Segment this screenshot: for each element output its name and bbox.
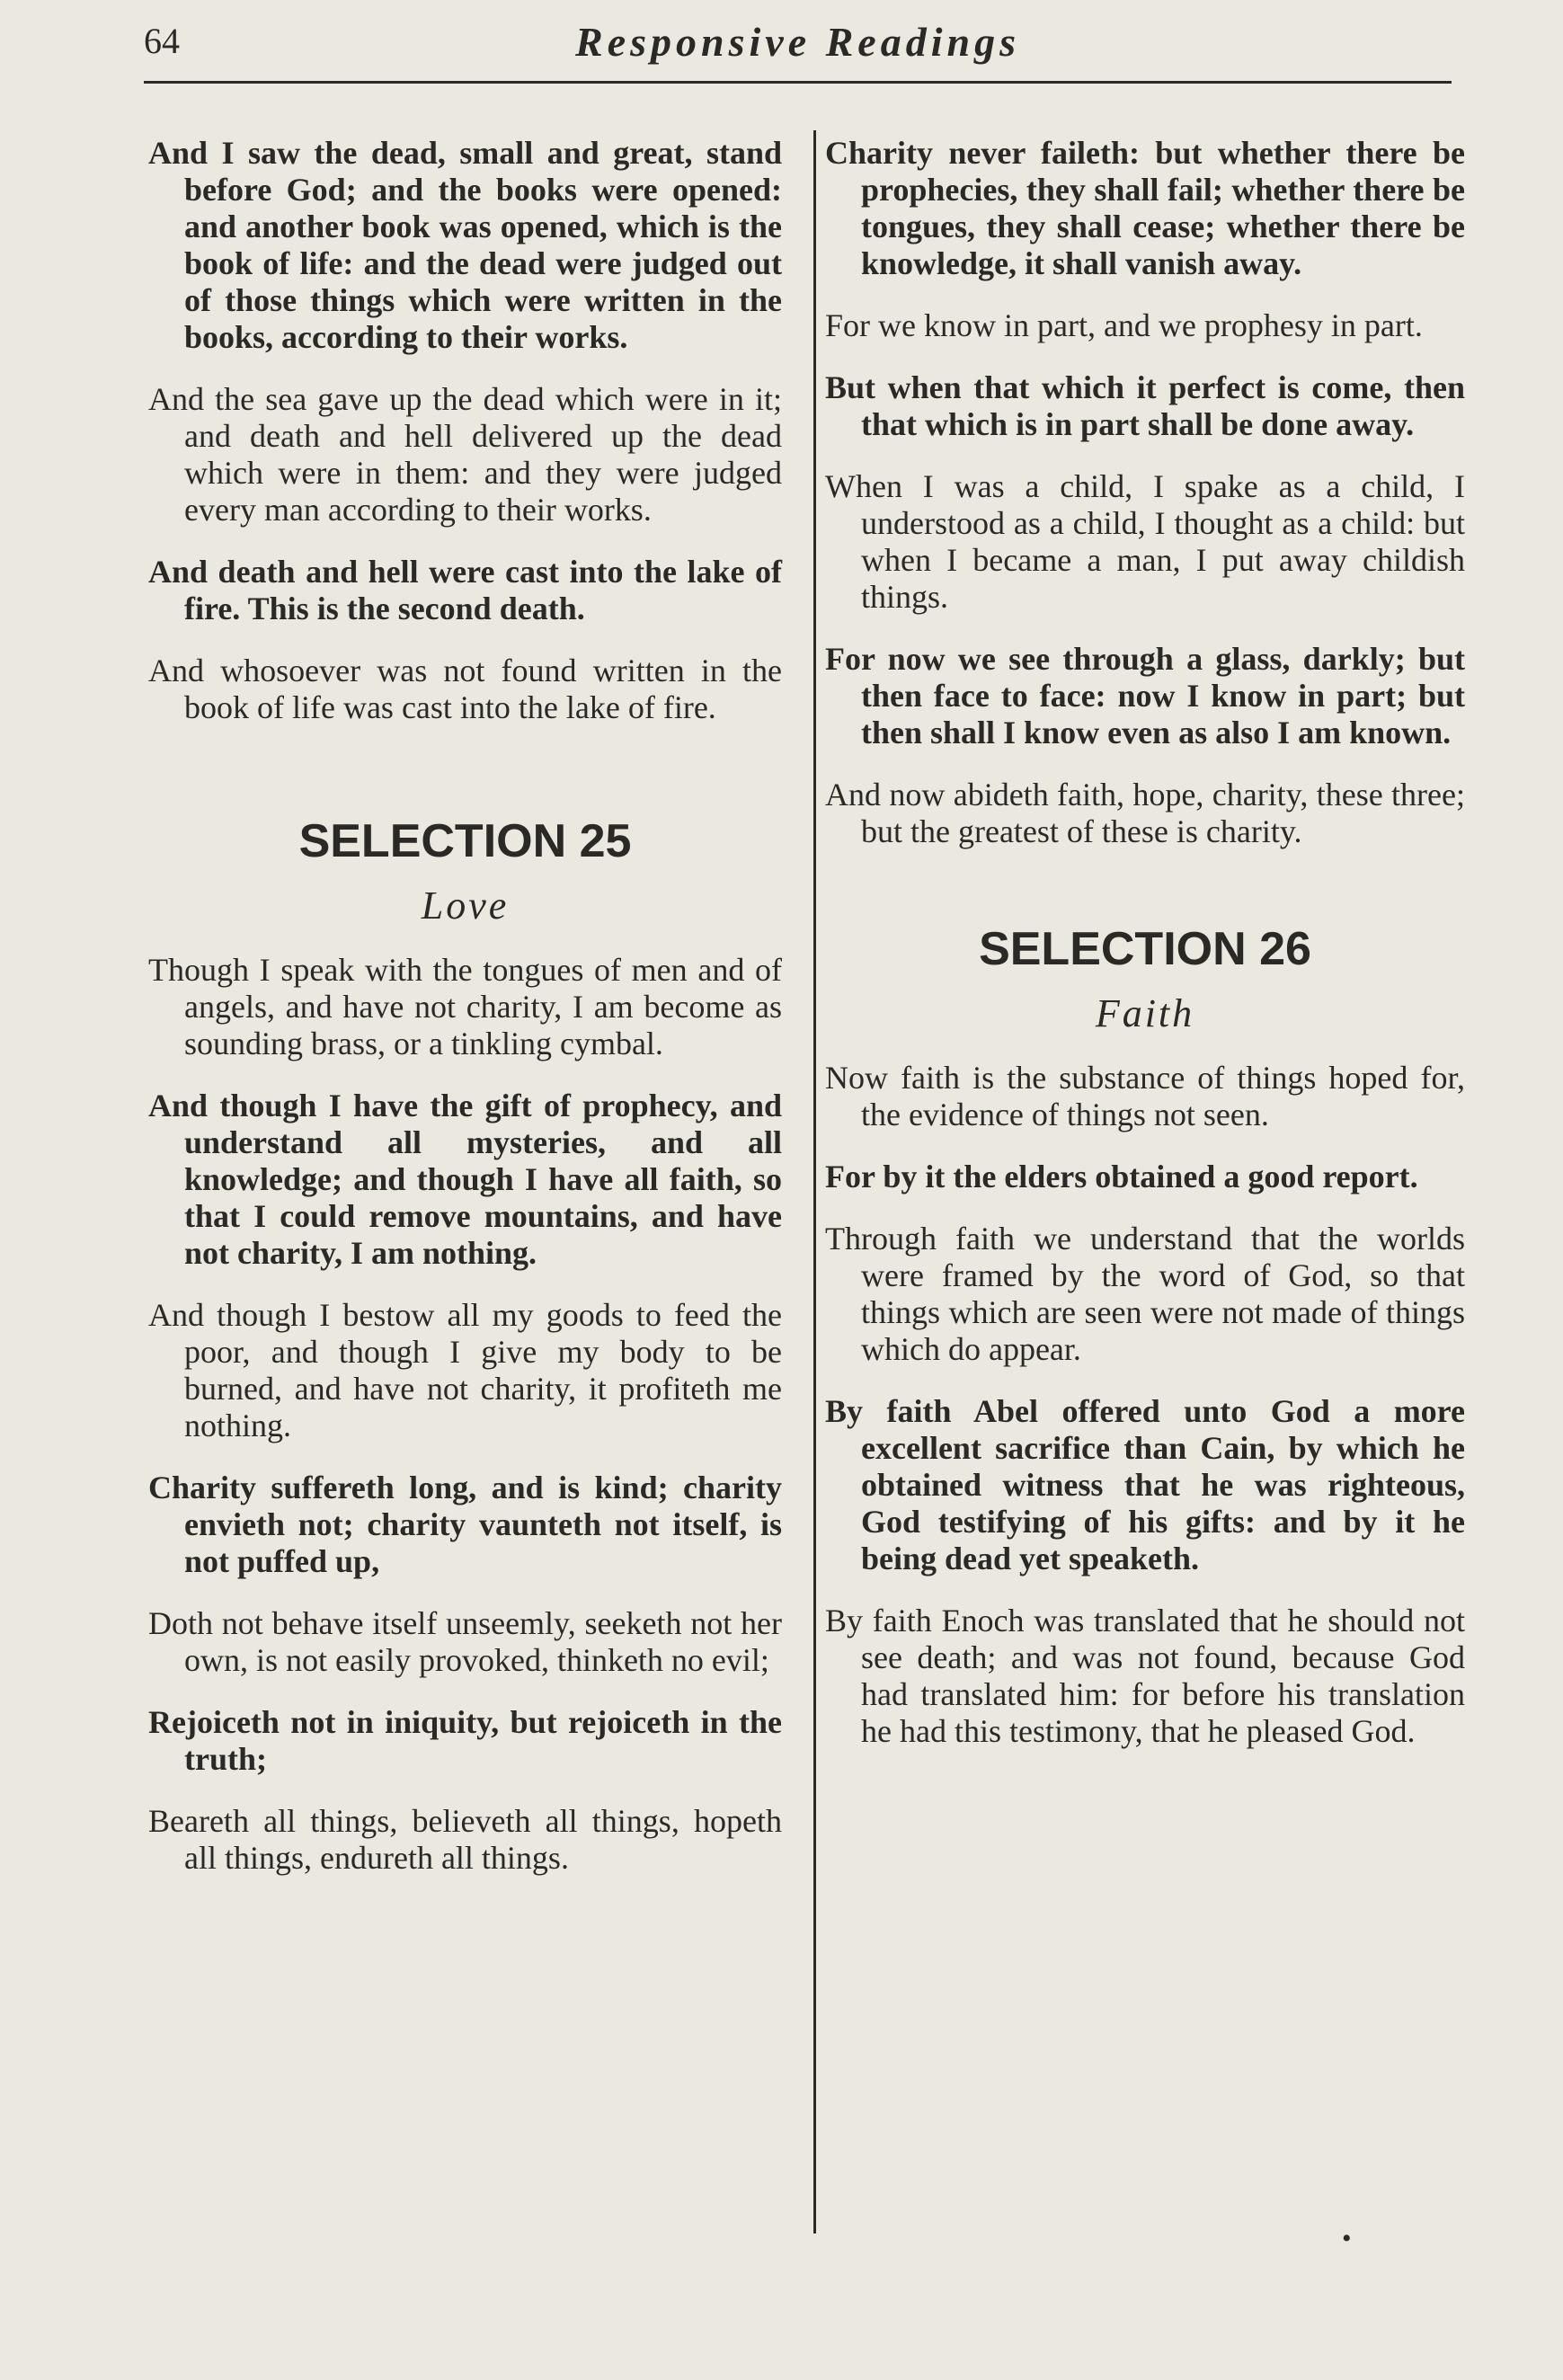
running-title: Responsive Readings [575,19,1020,65]
selection-subtitle: Love [421,884,510,928]
verse: By faith Abel offered unto God a more excellent sacrifice than Cain, by which he obtained witness that he was righteous, God testifying of his gifts: and by it he being dead yet speaketh. [825,1393,1465,1576]
verse: For now we see through a glass, darkly; but then face to face: now I know in part; but then shall I know even as also I am known. [825,641,1465,750]
verse: Charity never faileth: but whether there be prophecies, they shall fail; whether there be tongues, they shall cease; whether there be knowledge, it shall vanish away. [825,135,1465,281]
verse: Charity suffereth long, and is kind; charity envieth not; charity vaunteth not itself, is not puffed up, [148,1470,782,1579]
verse: For we know in part, and we prophesy in part. [825,307,1423,343]
verse: And though I bestow all my goods to feed the poor, and though I give my body to be burned, and have not charity, it profiteth me nothing. [148,1297,782,1443]
verse: Rejoiceth not in iniquity, but rejoiceth in the truth; [148,1704,782,1777]
selection-subtitle: Faith [1095,991,1195,1035]
verse: Now faith is the substance of things hoped for, the evidence of things not seen. [825,1060,1465,1132]
verse: Through faith we understand that the worlds were framed by the word of God, so that things which are seen were not made of things which do appear. [825,1221,1465,1367]
page-header [144,16,1452,79]
verse: And though I have the gift of prophecy, and understand all mysteries, and all knowledge; and though I have all faith, so that I could remove mountains, and have not charity, I am nothing. [148,1088,782,1271]
verse: Beareth all things, believeth all things, hopeth all things, endureth all things. [148,1803,782,1876]
selection-title: SELECTION 26 [979,923,1311,975]
column-divider [813,130,816,2233]
verse: And now abideth faith, hope, charity, these three; but the greatest of these is charity. [825,777,1465,849]
header-rule [144,81,1452,84]
verse: But when that which it perfect is come, then that which is in part shall be done away. [825,369,1465,442]
ink-mark: • [1342,2224,1352,2253]
verse: By faith Enoch was translated that he should not see death; and was not found, because God had translated him: for before his translation he had this testimony, that he pleased God. [825,1603,1465,1749]
page-number: 64 [144,21,180,61]
right-column [825,135,1465,1775]
selection-title: SELECTION 25 [298,815,632,867]
verse: Though I speak with the tongues of men and of angels, and have not charity, I am become as sounding brass, or a tinkling cymbal. [148,952,782,1061]
verse: And the sea gave up the dead which were in it; and death and hell delivered up the dead which were in them: and they were judged every man according to their works. [148,381,782,528]
verse: For by it the elders obtained a good report. [825,1159,1418,1194]
verse: And I saw the dead, small and great, stand before God; and the books were opened: and another book was opened, which is the book of life: and the dead were judged out of those things which were written in the books, according to their works. [148,135,782,355]
verse: And death and hell were cast into the lake of fire. This is the second death. [148,554,782,626]
left-column [148,135,782,1902]
verse: And whosoever was not found written in the book of life was cast into the lake of fire. [148,653,782,725]
verse: Doth not behave itself unseemly, seeketh not her own, is not easily provoked, thinketh no evil; [148,1605,782,1678]
verse: When I was a child, I spake as a child, I understood as a child, I thought as a child: but when I became a man, I put away childish things. [825,468,1465,615]
